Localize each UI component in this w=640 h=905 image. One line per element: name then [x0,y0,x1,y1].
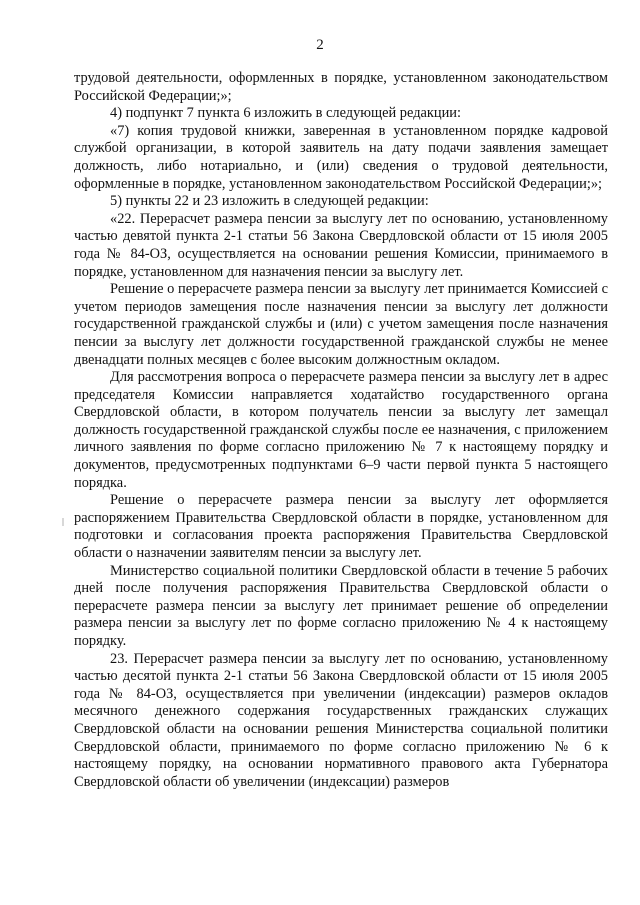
paragraph-ministry-decision: Министерство социальной политики Свердловской области в течение 5 рабочих дней после получения распоряжения Правительства Свердловской области о перерасчете размера пенсии за выслугу лет принимает решение об определении размера пенсии за выслугу лет по форме согласно приложению № 4 к настоящему порядку. [74,562,608,649]
paragraph-subitem-4: 4) подпункт 7 пункта 6 изложить в следующей редакции: [110,105,461,122]
paragraph-decision-order: Решение о перерасчете размера пенсии за выслугу лет оформляется распоряжением Правительства Свердловской области в порядке, установленном для подготовки и согласования проекта распоряжения Правительства Свердловской области о назначении заявителям пенсии за выслугу лет. [74,492,608,562]
paragraph-continuation: трудовой деятельности, оформленных в порядке, установленном законодательством Российской Федерации;»; [74,70,608,104]
paragraph-recalc-decision: Решение о перерасчете размера пенсии за выслугу лет принимается Комиссией с учетом периодов замещения после назначения пенсии за выслугу лет должности государственной гражданской службы и (или) с учетом замещения после назначения пенсии за выслугу лет должности государственной гражданской службы не менее двенадцати полных месяцев с более высоким должностным окладом. [74,281,608,368]
paragraph-item-7-text: «7) копия трудовой книжки, заверенная в установленном порядке кадровой службой организации, в которой заявитель на дату подачи заявления замещает должность, либо нотариально, и (или) сведения о трудовой деятельности, оформленные в порядке, установленном законодательством Российской Федерации;»; [74,122,608,192]
paragraph-subitem-5: 5) пункты 22 и 23 изложить в следующей редакции: [110,193,429,210]
page-number: 2 [316,37,324,53]
paragraph-item-22: «22. Перерасчет размера пенсии за выслугу лет по основанию, установленному частью девятой пункта 2-1 статьи 56 Закона Свердловской области от 15 июля 2005 года № 84-ОЗ, осуществляется на основании решения Комиссии, принимаемого в порядке, установленном для назначения пенсии за выслугу лет. [74,210,608,280]
paragraph-recalc-petition: Для рассмотрения вопроса о перерасчете размера пенсии за выслугу лет в адрес председателя Комиссии направляется ходатайство государственного органа Свердловской области, в котором получатель пенсии за выслугу лет замещал должность государственной гражданской службы после ее назначения, с приложением личного заявления по форме согласно приложению № 7 к настоящему порядку и документов, предусмотренных подпунктами 6–9 части первой пункта 5 настоящего порядка. [74,369,608,491]
paragraph-item-23: 23. Перерасчет размера пенсии за выслугу лет по основанию, установленному частью десятой пункта 2-1 статьи 56 Закона Свердловской области от 15 июля 2005 года № 84-ОЗ, осуществляется при увеличении (индексации) размеров окладов месячного денежного содержания государственных гражданских служащих Свердловской области на основании решения Министерства социальной политики Свердловской области, принимаемого по форме согласно приложению № 6 к настоящему порядку, на основании нормативного правового акта Губернатора Свердловской области об увеличении (индексации) размеров [74,650,608,790]
document-body [74,70,608,791]
scan-artifact [62,518,64,526]
